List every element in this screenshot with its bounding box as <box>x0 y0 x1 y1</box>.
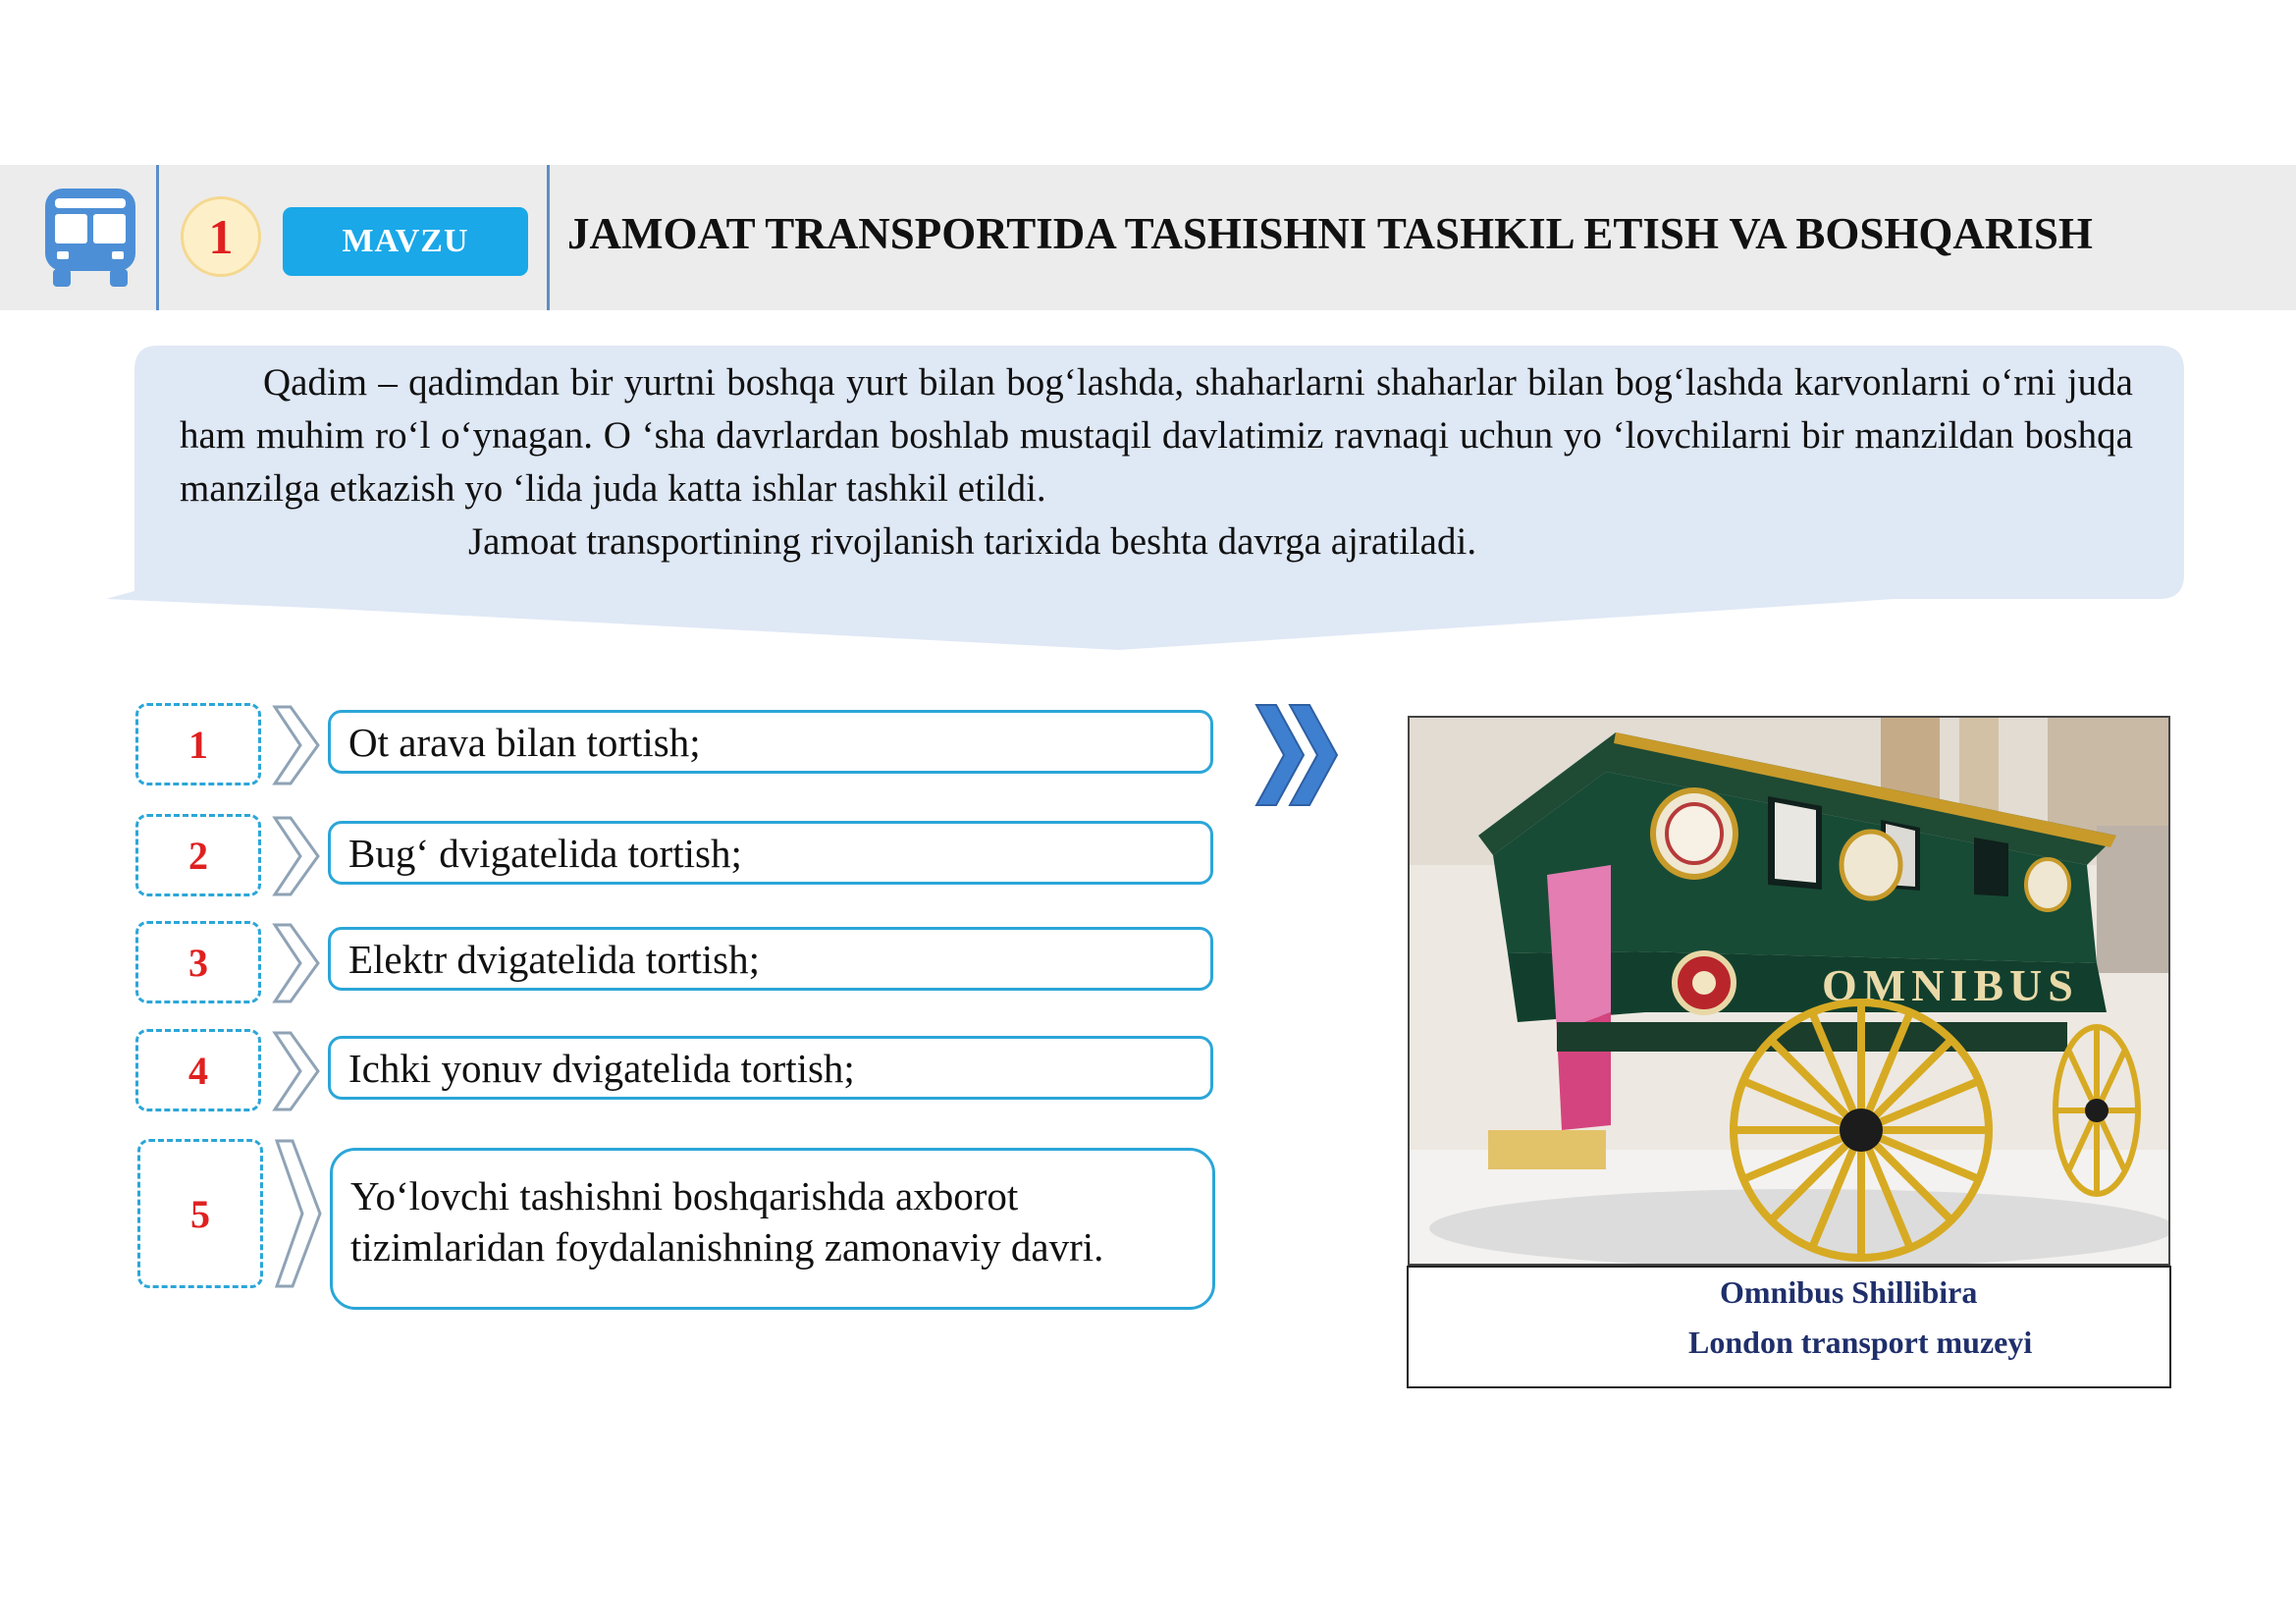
caption-title: Omnibus Shillibira <box>1720 1274 1978 1310</box>
omnibus-photo <box>1408 716 2170 1266</box>
period-item: Ot arava bilan tortish; <box>328 710 1213 774</box>
period-number: 3 <box>135 921 261 1003</box>
topic-label-badge: MAVZU <box>283 207 528 276</box>
chevron-right-icon <box>273 1139 324 1288</box>
bus-icon <box>43 185 137 289</box>
omnibus-sign: OMNIBUS <box>1822 960 2079 1010</box>
header-divider <box>547 165 550 310</box>
photo-caption <box>1407 1266 2171 1388</box>
double-chevron-right-icon <box>1255 703 1341 807</box>
chevron-right-icon <box>271 705 322 785</box>
intro-summary: Jamoat transportining rivojlanish tarixida beshta davrga ajratiladi. <box>468 520 1477 563</box>
period-item: Bug‘ dvigatelida tortish; <box>328 821 1213 885</box>
caption-source: London transport muzeyi <box>1688 1325 2033 1360</box>
topic-number-badge: 1 <box>181 196 261 277</box>
period-item: Ichki yonuv dvigatelida tortish; <box>328 1036 1213 1100</box>
intro-paragraph: Qadim – qadimdan bir yurtni boshqa yurt bilan bog‘lashda, shaharlarni shaharlar bilan bog‘lashda karvonlarni o‘rni juda ham muhim ro‘l o‘ynagan. O ‘sha davrlardan boshlab mustaqil davlatimiz ravnaqi uchun yo ‘lovchilarni bir manzildan boshqa manzilga etkazish yo ‘lida juda katta ishlar tashkil etildi. <box>180 361 2133 510</box>
period-number: 5 <box>137 1139 263 1288</box>
intro-text <box>180 356 2133 568</box>
period-number: 2 <box>135 814 261 896</box>
header-divider <box>156 165 159 310</box>
page-title: JAMOAT TRANSPORTIDA TASHISHNI TASHKIL ETISH VA BOSHQARISH <box>567 209 2093 258</box>
period-item: Yo‘lovchi tashishni boshqarishda axborot tizimlaridan foydalanishning zamonaviy davri. <box>330 1148 1215 1310</box>
chevron-right-icon <box>271 816 322 896</box>
chevron-right-icon <box>271 923 322 1003</box>
chevron-right-icon <box>271 1031 322 1111</box>
period-number: 1 <box>135 703 261 785</box>
period-number: 4 <box>135 1029 261 1111</box>
period-item: Elektr dvigatelida tortish; <box>328 927 1213 991</box>
